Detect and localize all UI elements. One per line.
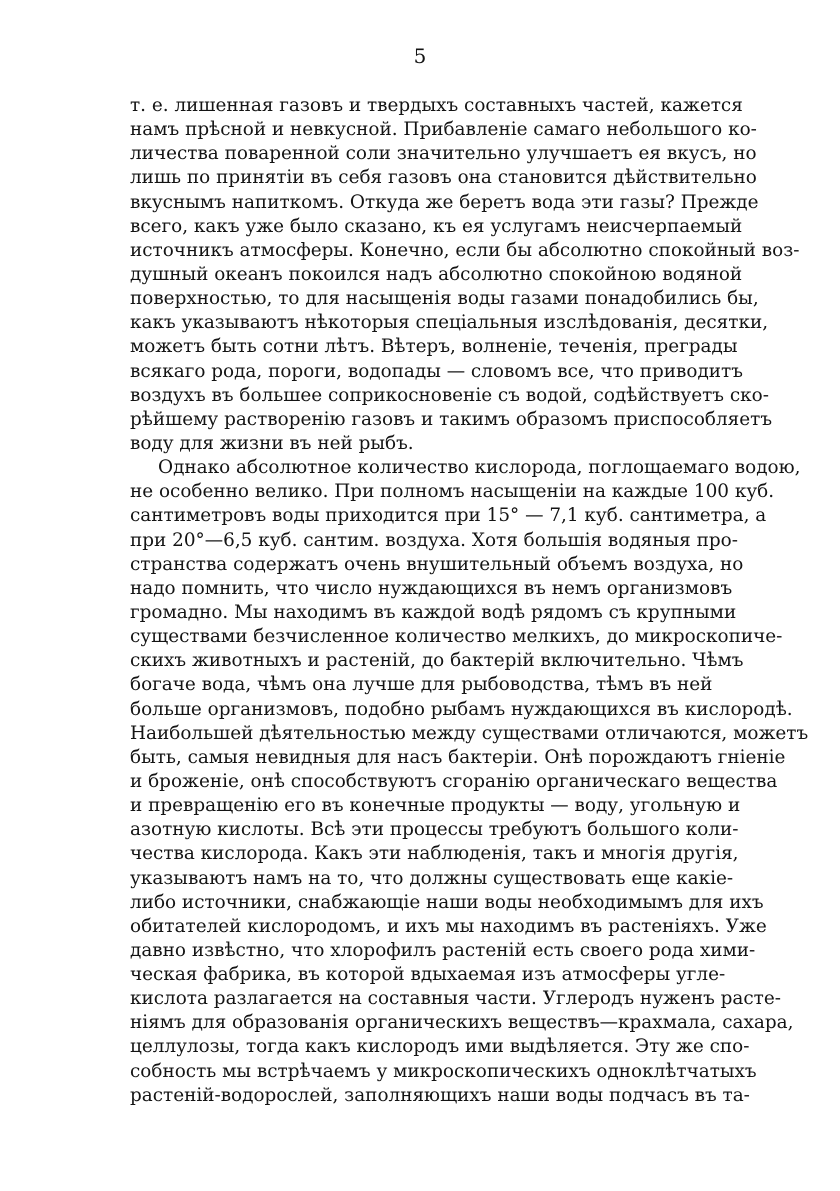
text-line: при 20°—6,5 куб. сантим. воздуха. Хотя большія водяныя про- [130,529,738,551]
text-line: чества кислорода. Какъ эти наблюденія, такъ и многія другія, [130,843,739,865]
text-line: и превращенію его въ конечные продукты — воду, угольную и [130,795,741,817]
text-line: громадно. Мы находимъ въ каждой водѣ рядомъ съ крупными [130,601,737,623]
text-line: Наибольшей дѣятельностью между существами отличаются, можетъ [130,722,809,744]
text-line: либо источники, снабжающіе наши воды необходимымъ для ихъ [130,891,764,913]
text-line: быть, самыя невидныя для насъ бактеріи. Онѣ порождаютъ гніеніе [130,746,786,768]
text-line: воздухъ въ большее соприкосновеніе съ водой, содѣйствуетъ ско- [130,384,769,406]
text-line: больше организмовъ, подобно рыбамъ нуждающихся въ кислородѣ. [130,698,793,720]
text-line: вкуснымъ напиткомъ. Откуда же берeтъ вода эти газы? Прежде [130,191,759,213]
text-line: азотную кислоты. Всѣ эти процессы требуютъ большого коли- [130,819,739,841]
text-line: какъ указываютъ нѣкоторыя спеціальныя изслѣдованія, десятки, [130,312,769,334]
text-line: собность мы встрѣчаемъ у микроскопическихъ одноклѣтчатыхъ [130,1060,757,1082]
text-line: странства содержатъ очень внушительный объемъ воздуха, но [130,553,744,575]
text-line: ческая фабрика, въ которой вдыхаемая изъ атмосферы угле- [130,964,726,986]
text-line: душный океанъ покоился надъ абсолютно спокойною водяной [130,263,743,285]
body-text [130,94,809,1108]
text-line: обитателей кислородомъ, и ихъ мы находимъ въ растеніяхъ. Уже [130,915,767,937]
text-line: давно извѣстно, что хлорофилъ растеній есть своего рода хими- [130,939,756,961]
text-line: рѣйшему растворенію газовъ и такимъ образомъ приспособляетъ [130,408,773,430]
text-line: скихъ животныхъ и растеній, до бактерій включительно. Чѣмъ [130,650,744,672]
text-line: можетъ быть сотни лѣтъ. Вѣтеръ, волненіе, теченія, преграды [130,336,738,358]
text-line: всякаго рода, пороги, водопады — словомъ все, что приводитъ [130,360,743,382]
text-line: указываютъ намъ на то, что должны существовать еще какіе- [130,867,734,889]
page-number: 5 [413,44,427,68]
text-line: и броженіе, онѣ способствуютъ сгоранію органическаго вещества [130,770,778,792]
text-line: кислота разлагается на составныя части. Углеродъ нуженъ расте- [130,988,781,1010]
text-line: намъ прѣсной и невкусной. Прибавленіе самаго небольшого ко- [130,119,757,141]
text-line: целлулозы, тогда какъ кислородъ ими выдѣляется. Эту же спо- [130,1036,750,1058]
text-line: ніямъ для образованія органическихъ веществъ—крахмала, сахара, [130,1012,794,1034]
text-line: растеній-водорослей, заполняющихъ наши воды подчасъ въ та- [130,1084,750,1106]
text-line: воду для жизни въ ней рыбъ. [130,432,414,454]
text-line: личества поваренной соли значительно улучшаетъ ея вкусъ, но [130,143,757,165]
text-line: лишь по принятіи въ себя газовъ она становится дѣйствительно [130,167,757,189]
paragraph-2 [130,456,809,1108]
text-line: Однако абсолютное количество кислорода, поглощаемаго водою, [158,457,801,479]
text-line: всего, какъ уже было сказано, къ ея услугамъ неисчерпаемый [130,215,743,237]
text-line: надо помнить, что число нуждающихся въ немъ организмовъ [130,577,733,599]
text-line: источникъ атмосферы. Конечно, если бы абсолютно спокойный воз- [130,239,800,261]
text-line: не особенно велико. При полномъ насыщеніи на каждые 100 куб. [130,481,775,503]
text-line: поверхностью, то для насыщенія воды газами понадобились бы, [130,288,759,310]
paragraph-1 [130,94,800,456]
text-line: сантиметровъ воды приходится при 15° — 7,1 куб. сантиметра, а [130,505,767,527]
text-line: т. е. лишенная газовъ и твердыхъ составныхъ частей, кажется [130,95,743,116]
text-line: существами безчисленное количество мелкихъ, до микроскопиче- [130,626,783,648]
text-line: богаче вода, чѣмъ она лучше для рыбоводства, тѣмъ въ ней [130,674,713,696]
